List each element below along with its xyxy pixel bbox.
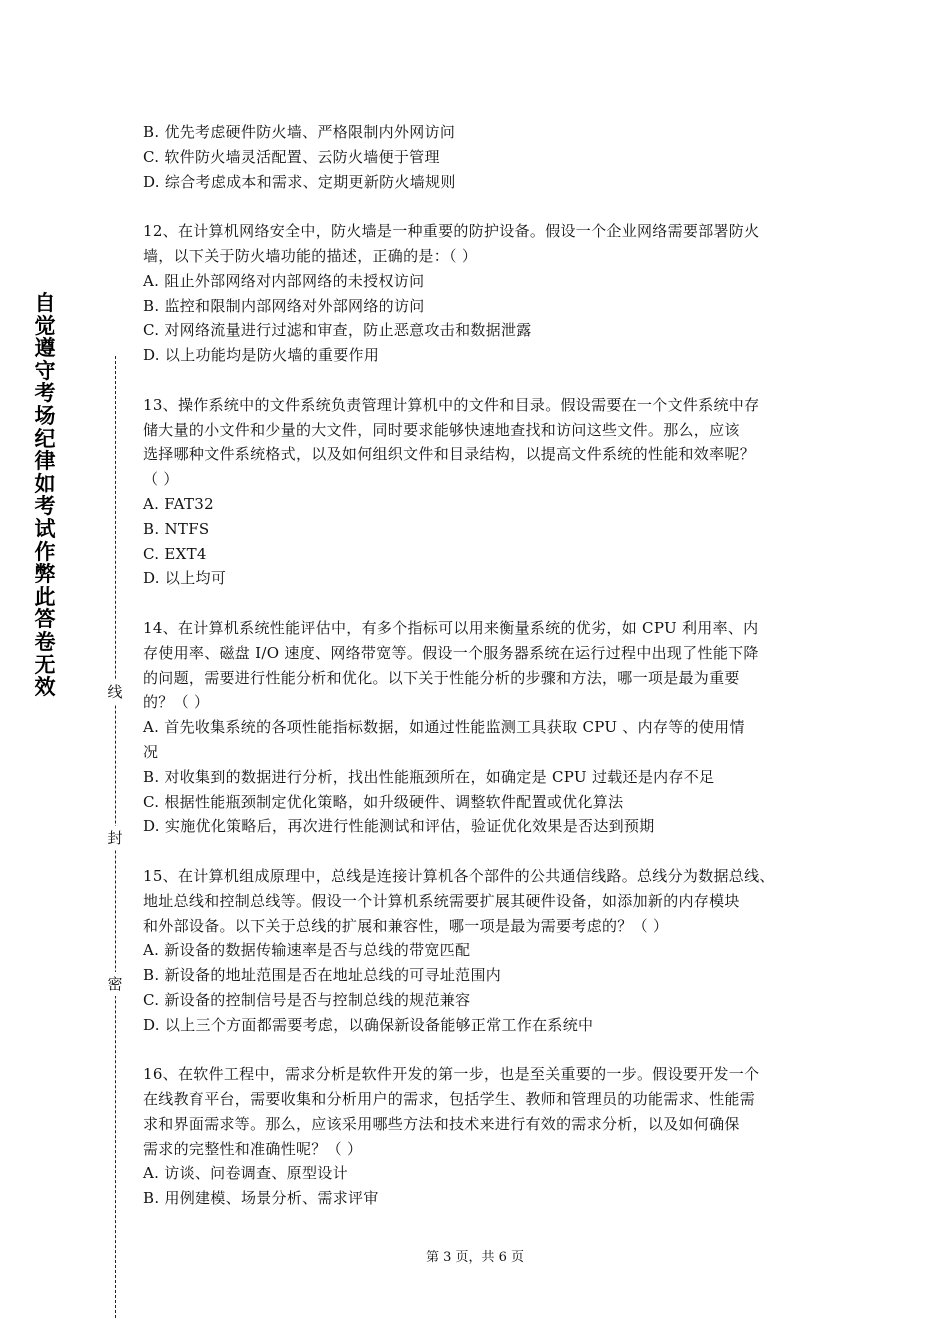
option-line: D. 以上三个方面都需要考虑，以确保新设备能够正常工作在系统中 <box>143 1015 594 1034</box>
option-line: D. 以上功能均是防火墙的重要作用 <box>143 346 380 365</box>
option-line: D. 综合考虑成本和需求、定期更新防火墙规则 <box>143 172 456 191</box>
seal-mark-secret: 密 <box>106 972 124 996</box>
page-number: 第 3 页，共 6 页 <box>425 1250 525 1265</box>
option-line: B. 对收集到的数据进行分析，找出性能瓶颈所在，如确定是 CPU 过载还是内存不足 <box>143 767 715 786</box>
option-line: A. 新设备的数据传输速率是否与总线的带宽匹配 <box>143 941 471 960</box>
option-line: B. 用例建模、场景分析、需求评审 <box>143 1189 379 1208</box>
question-16 <box>143 1062 833 1211</box>
option-line: A. 访谈、问卷调查、原型设计 <box>143 1164 348 1183</box>
option-line: B. 优先考虑硬件防火墙、严格限制内外网访问 <box>143 123 456 141</box>
option-line: 况 <box>143 742 159 761</box>
seal-mark-line: 线 <box>106 680 124 704</box>
option-line: D. 实施优化策略后，再次进行性能测试和评估，验证优化效果是否达到预期 <box>143 817 655 836</box>
question-stem-line: 12、在计算机网络安全中，防火墙是一种重要的防护设备。假设一个企业网络需要部署防火 <box>143 222 760 241</box>
question-stem-line: 16、在软件工程中，需求分析是软件开发的第一步，也是至关重要的一步。假设要开发一个 <box>143 1065 760 1084</box>
question-stem-line: （ ） <box>143 470 179 489</box>
option-line: A. 首先收集系统的各项性能指标数据，如通过性能监测工具获取 CPU 、内存等的使用情 <box>143 718 745 737</box>
exam-discipline-notice: 自 觉 遵 守 考 场 纪 律 如 考 试 作 弊 此 答 卷 无 效 <box>34 291 56 700</box>
option-line: D. 以上均可 <box>143 569 227 588</box>
question-stem-line: 存使用率、磁盘 I/O 速度、网络带宽等。假设一个服务器系统在运行过程中出现了性能下降 <box>143 643 759 662</box>
option-line: C. EXT4 <box>143 544 207 563</box>
seal-mark-seal: 封 <box>106 826 124 850</box>
question-stem-line: 需求的完整性和准确性呢？（ ） <box>143 1139 363 1158</box>
question-stem-line: 储大量的小文件和少量的大文件，同时要求能够快速地查找和访问这些文件。那么，应该 <box>143 420 740 439</box>
option-line: C. 对网络流量进行过滤和审查，防止恶意攻击和数据泄露 <box>143 321 532 340</box>
question-stem-line: 14、在计算机系统性能评估中，有多个指标可以用来衡量系统的优劣，如 CPU 利用率、内 <box>143 618 759 637</box>
question-stem-line: 墙，以下关于防火墙功能的描述，正确的是：（ ） <box>143 246 478 265</box>
option-line: A. FAT32 <box>143 494 214 513</box>
question-stem-line: 地址总线和控制总线等。假设一个计算机系统需要扩展其硬件设备，如添加新的内存模块 <box>143 891 740 910</box>
question-stem-line: 求和界面需求等。那么，应该采用哪些方法和技术来进行有效的需求分析，以及如何确保 <box>143 1114 740 1133</box>
question-stem-line: 13、操作系统中的文件系统负责管理计算机中的文件和目录。假设需要在一个文件系统中存 <box>143 395 760 414</box>
question-12 <box>143 219 833 368</box>
option-line: C. 根据性能瓶颈制定优化策略，如升级硬件、调整软件配置或优化算法 <box>143 792 624 811</box>
question-stem-line: 15、在计算机组成原理中，总线是连接计算机各个部件的公共通信线路。总线分为数据总线、 <box>143 866 775 885</box>
question-content <box>143 120 833 1211</box>
question-11-continued <box>143 120 833 194</box>
option-line: C. 新设备的控制信号是否与控制总线的规范兼容 <box>143 990 471 1009</box>
question-stem-line: 在线教育平台，需要收集和分析用户的需求，包括学生、教师和管理员的功能需求、性能需 <box>143 1090 756 1109</box>
option-line: B. NTFS <box>143 519 210 538</box>
option-line: B. 新设备的地址范围是否在地址总线的可寻址范围内 <box>143 966 502 985</box>
question-stem-line: 选择哪种文件系统格式，以及如何组织文件和目录结构，以提高文件系统的性能和效率呢？ <box>143 445 756 464</box>
question-stem-line: 和外部设备。以下关于总线的扩展和兼容性，哪一项是最为需要考虑的？（ ） <box>143 916 669 935</box>
option-line: C. 软件防火墙灵活配置、云防火墙便于管理 <box>143 147 440 166</box>
option-line: B. 监控和限制内部网络对外部网络的访问 <box>143 296 425 315</box>
question-stem-line: 的问题，需要进行性能分析和优化。以下关于性能分析的步骤和方法，哪一项是最为重要 <box>143 668 740 687</box>
question-stem-line: 的？（ ） <box>143 693 210 712</box>
option-line: A. 阻止外部网络对内部网络的未授权访问 <box>143 271 425 290</box>
question-15 <box>143 864 833 1038</box>
question-13 <box>143 393 833 591</box>
question-14 <box>143 616 833 839</box>
